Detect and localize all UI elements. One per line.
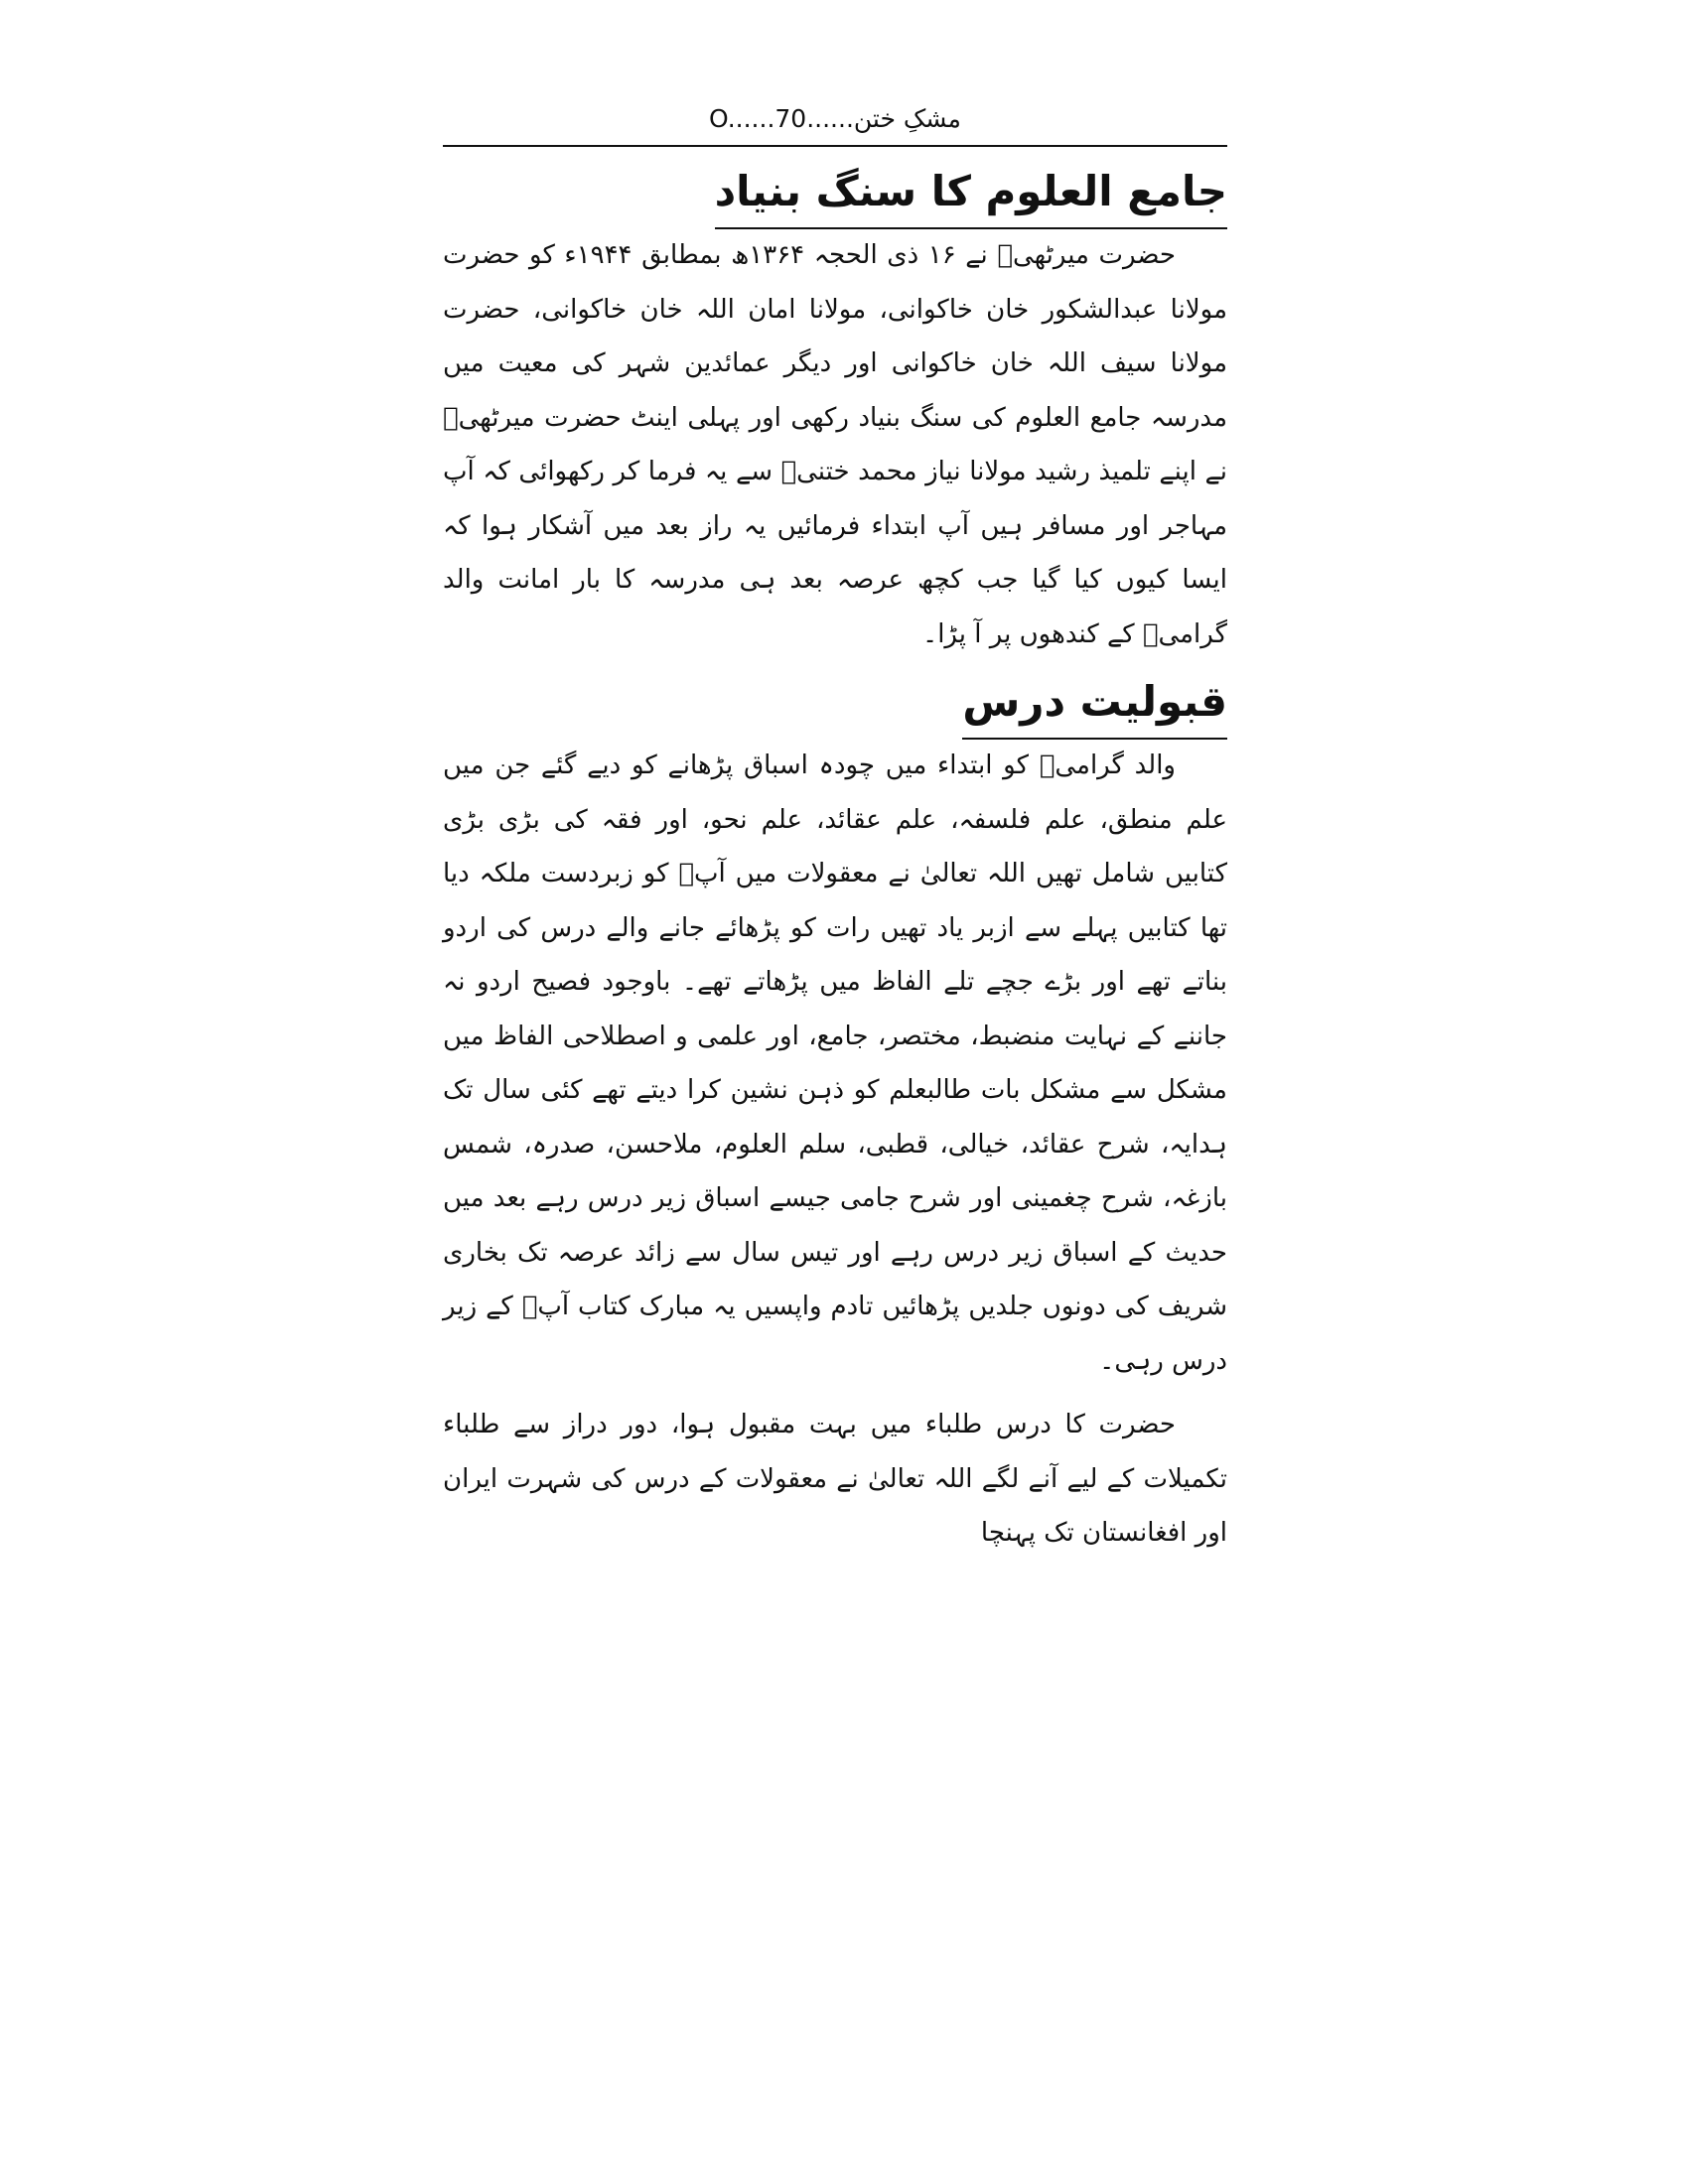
section-heading-teaching-text: قبولیت درس xyxy=(962,668,1227,740)
paragraph-teaching-1: والد گرامیؒ کو ابتداء میں چودہ اسباق پڑھانے کو دیے گئے جن میں علم منطق، علم فلسفہ، علم عقائد، علم نحو، اور فقہ کی بڑی بڑی کتابیں شامل تھیں اللہ تعالیٰ نے معقولات میں آپؒ کو زبردست ملکہ دیا تھا کتابیں پہلے سے ازبر یاد تھیں رات کو پڑھائے جانے والے درس کی اردو بناتے تھے اور بڑے جچے تلے الفاظ میں پڑھاتے تھے۔ باوجود فصیح اردو نہ جاننے کے نہایت منضبط، مختصر، جامع، اور علمی و اصطلاحی الفاظ میں مشکل سے مشکل بات طالبعلم کو ذہن نشین کرا دیتے تھے کئی سال تک ہدایہ، شرح عقائد، خیالی، قطبی، سلم العلوم، ملاحسن، صدرہ، شمس بازغہ، شرح چغمینی اور شرح جامی جیسے اسباق زیر درس رہے بعد میں حدیث کے اسباق زیر درس رہے اور تیس سال سے زائد عرصہ تک بخاری شریف کی دونوں جلدیں پڑھائیں تادم واپسیں یہ مبارک کتاب آپؒ کے زیر درس رہی۔ xyxy=(443,751,1227,1376)
paragraph-teaching-2: حضرت کا درس طلباء میں بہت مقبول ہوا، دور دراز سے طلباء تکمیلات کے لیے آنے لگے اللہ تعالیٰ نے معقولات کے درس کی شہرت ایران اور افغانستان تک پہنچا xyxy=(443,1410,1227,1548)
paragraph-foundation: حضرت میرٹھیؒ نے ۱۶ ذی الحجہ ۱۳۶۴ھ بمطابق ۱۹۴۴ء کو حضرت مولانا عبدالشکور خان خاکوانی، مولانا امان اللہ خان خاکوانی، حضرت مولانا سیف اللہ خان خاکوانی اور دیگر عمائدین شہر کی معیت میں مدرسہ جامع العلوم کی سنگ بنیاد رکھی اور پہلی اینٹ حضرت میرٹھیؒ نے اپنے تلمیذ رشید مولانا نیاز محمد ختنیؒ سے یہ فرما کر رکھوائی کہ آپ مہاجر اور مسافر ہیں آپ ابتداء فرمائیں یہ راز بعد میں آشکار ہوا کہ ایسا کیوں کیا گیا جب کچھ عرصہ بعد ہی مدرسہ کا بار امانت والد گرامیؒ کے کندھوں پر آ پڑا۔ xyxy=(443,240,1227,649)
page-header: مشکِ ختن......O......70 xyxy=(709,104,961,133)
section-heading-foundation xyxy=(443,155,1227,228)
header-rule xyxy=(443,145,1227,147)
section-heading-teaching xyxy=(443,665,1227,739)
section-heading-foundation-text: جامع العلوم کا سنگ بنیاد xyxy=(715,158,1227,229)
page-content xyxy=(443,155,1227,1561)
